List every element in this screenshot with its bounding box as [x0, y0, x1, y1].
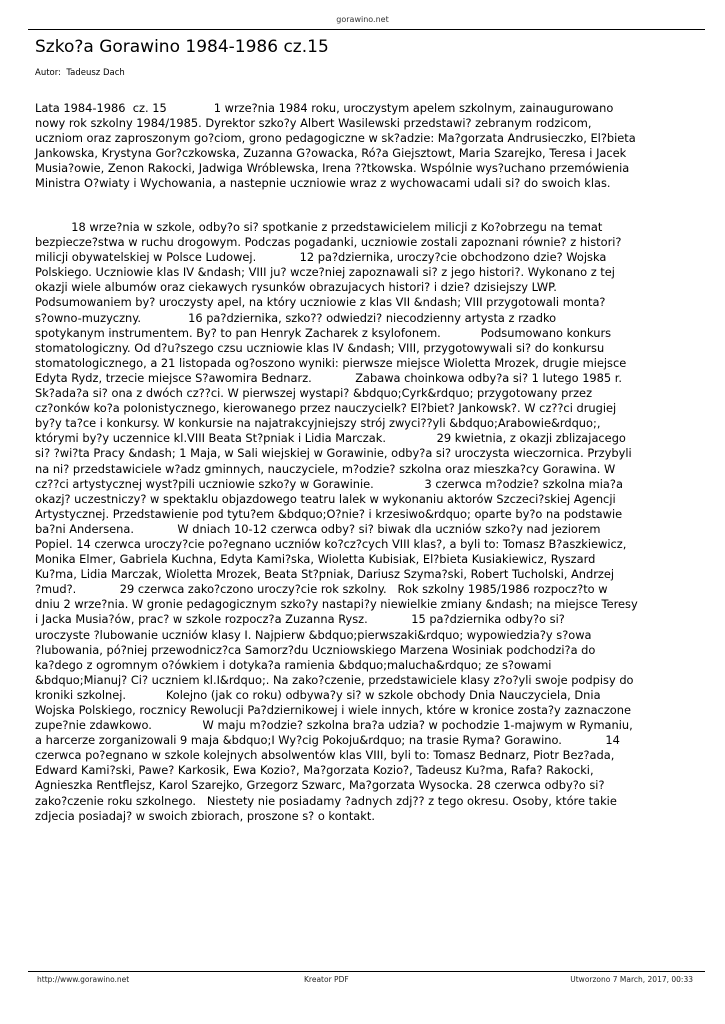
site-header: gorawino.net [336, 15, 389, 24]
footer-generator: Kreator PDF [304, 975, 349, 984]
page-title: Szko?a Gorawino 1984-1986 cz.15 [35, 37, 329, 57]
article-paragraph-1: Lata 1984-1986 cz. 15 1 wrze?nia 1984 roku, uroczystym apelem szkolnym, zainaugurowano nowy rok szkolny 1984/1985. Dyrektor szko?y Albert Wasilewski przedstawi? zebranym rodzicom, uczniom oraz zaproszonym go?ciom, grono pedagogiczne w sk?adzie: Ma?gorzata Andrusieczko, El?bieta Jankowska, Krystyna Gor?czkowska, Zuzanna G?owacka, Ró?a Giejsztowt, Maria Szarejko, Teresa i Jacek Musia?owie, Zenon Rakocki, Jadwiga Wróblewska, Irena ??tkowska. Wspólnie wys?uchano przemówienia Ministra O?wiaty i Wychowania, a nastepnie uczniowie wraz z wychowacami udali si? do swoich klas. [35, 101, 636, 191]
author-line: Autor: Tadeusz Dach [35, 68, 125, 78]
bottom-divider [28, 971, 705, 972]
top-divider [28, 29, 705, 30]
footer-created: Utworzono 7 March, 2017, 00:33 [570, 975, 693, 984]
footer-url: http://www.gorawino.net [37, 975, 130, 984]
article-paragraph-2: 18 wrze?nia w szkole, odby?o si? spotkanie z przedstawicielem milicji z Ko?obrzegu na temat bezpiecze?stwa w ruchu drogowym. Podczas pogadanki, uczniowie zostali zapoznani równie? z histori? milicji obywatelskiej w Polsce Ludowej. 12 pa?dziernika, uroczy?cie obchodzono dzie? Wojska Polskiego. Uczniowie klas IV &ndash; VIII ju? wcze?niej zapoznawali si? z jego histori?. Wykonano z tej okazji wiele albumów oraz ciekawych rysunków obrazujacych histori? i dzie? dzisiejszy LWP. Podsumowaniem by? uroczysty apel, na który uczniowie z klas VII &ndash; VIII przygotowali monta? s?owno-muzyczny. 16 pa?dziernika, szko?? odwiedzi? niecodzienny artysta z rzadko spotykanym instrumentem. By? to pan Henryk Zacharek z ksylofonem. Podsumowano konkurs stomatologiczny. Od d?u?szego czsu uczniowie klas IV &ndash; VIII, przygotowywali si? do konkursu stomatologicznego, a 21 listopada og?oszono wyniki: pierwsze miejsce Wioletta Mrozek, drugie miejsce Edyta Rydz, trzecie miejsce S?awomira Bednarz. Zabawa choinkowa odby?a si? 1 lutego 1985 r. Sk?ada?a si? ona z dwóch cz??ci. W pierwszej wystapi? &bdquo;Cyrk&rdquo; przygotowany przez cz?onków ko?a polonistycznego, kierowanego przez nauczycielk? El?biet? Jankowsk?. W cz??ci drugiej by?y ta?ce i konkursy. W konkursie na najatrakcyjniejszy strój zwyci??yli &bdquo;Arabowie&rdquo;, którymi by?y uczennice kl.VIII Beata St?pniak i Lidia Marczak. 29 kwietnia, z okazji zblizajacego si? ?wi?ta Pracy &ndash; 1 Maja, w Sali wiejskiej w Gorawinie, odby?a si? uroczysta wieczornica. Przybyli na ni? przedstawiciele w?adz gminnych, nauczyciele, m?odzie? szkolna oraz mieszka?cy Gorawina. W cz??ci artystycznej wyst?pili uczniowie szko?y w Gorawinie. 3 czerwca m?odzie? szkolna mia?a okazj? uczestniczy? w spektaklu objazdowego teatru lalek w wykonaniu aktorów Szczeci?skiej Agencji Artystycznej. Przedstawienie pod tytu?em &bdquo;O?nie? i krzesiwo&rdquo; oparte by?o na podstawie ba?ni Andersena. W dniach 10-12 czerwca odby? si? biwak dla uczniów szko?y nad jeziorem Popiel. 14 czerwca uroczy?cie po?egnano uczniów ko?cz?cych VIII klas?, a byli to: Tomasz B?aszkiewicz, Monika Elmer, Gabriela Kuchna, Edyta Kami?ska, Wioletta Kubisiak, El?bieta Kusiakiewicz, Ryszard Ku?ma, Lidia Marczak, Wioletta Mrozek, Beata St?pniak, Dariusz Szyma?ski, Robert Tucholski, Andrzej ?mud?. 29 czerwca zako?czono uroczy?cie rok szkolny. Rok szkolny 1985/1986 rozpocz?to w dniu 2 wrze?nia. W gronie pedagogicznym szko?y nastapi?y niewielkie zmiany &ndash; na miejsce Teresy i Jacka Musia?ów, prac? w szkole rozpocz?a Zuzanna Rysz. 15 pa?dziernika odby?o si? uroczyste ?lubowanie uczniów klasy I. Najpierw &bdquo;pierwszaki&rdquo; wypowiedzia?y s?owa ?lubowania, pó?niej przewodnicz?ca Samorz?du Uczniowskiego Marzena Wosiniak podchodzi?a do ka?dego z ogromnym o?ówkiem i dotyka?a ramienia &bdquo;malucha&rdquo; ze s?owami &bdquo;Mianuj? Ci? uczniem kl.I&rdquo;. Na zako?czenie, przedstawiciele klasy z?o?yli swoje podpisy do kroniki szkolnej. Kolejno (jak co roku) odbywa?y si? w szkole obchody Dnia Nauczyciela, Dnia Wojska Polskiego, rocznicy Rewolucji Pa?dziernikowej i wiele innych, które w kronice zosta?y zaznaczone zupe?nie zdawkowo. W maju m?odzie? szkolna bra?a udzia? w pochodzie 1-majwym w Rymaniu, a harcerze zorganizowali 9 maja &bdquo;I Wy?cig Pokoju&rdquo; na trasie Ryma? Gorawino. 14 czerwca po?egnano w szkole kolejnych absolwentów klas VIII, byli to: Tomasz Bednarz, Piotr Bez?ada, Edward Kami?ski, Pawe? Karkosik, Ewa Kozio?, Ma?gorzata Kozio?, Tadeusz Ku?ma, Rafa? Rakocki, Agnieszka Rentflejsz, Karol Szarejko, Grzegorz Szwarc, Ma?gorzata Wysocka. 28 czerwca odby?o si? zako?czenie roku szkolnego. Niestety nie posiadamy ?adnych zdj?? z tego okresu. Osoby, które takie zdjecia posiadaj? w swoich zbiorach, proszone s? o kontakt. [35, 220, 638, 823]
